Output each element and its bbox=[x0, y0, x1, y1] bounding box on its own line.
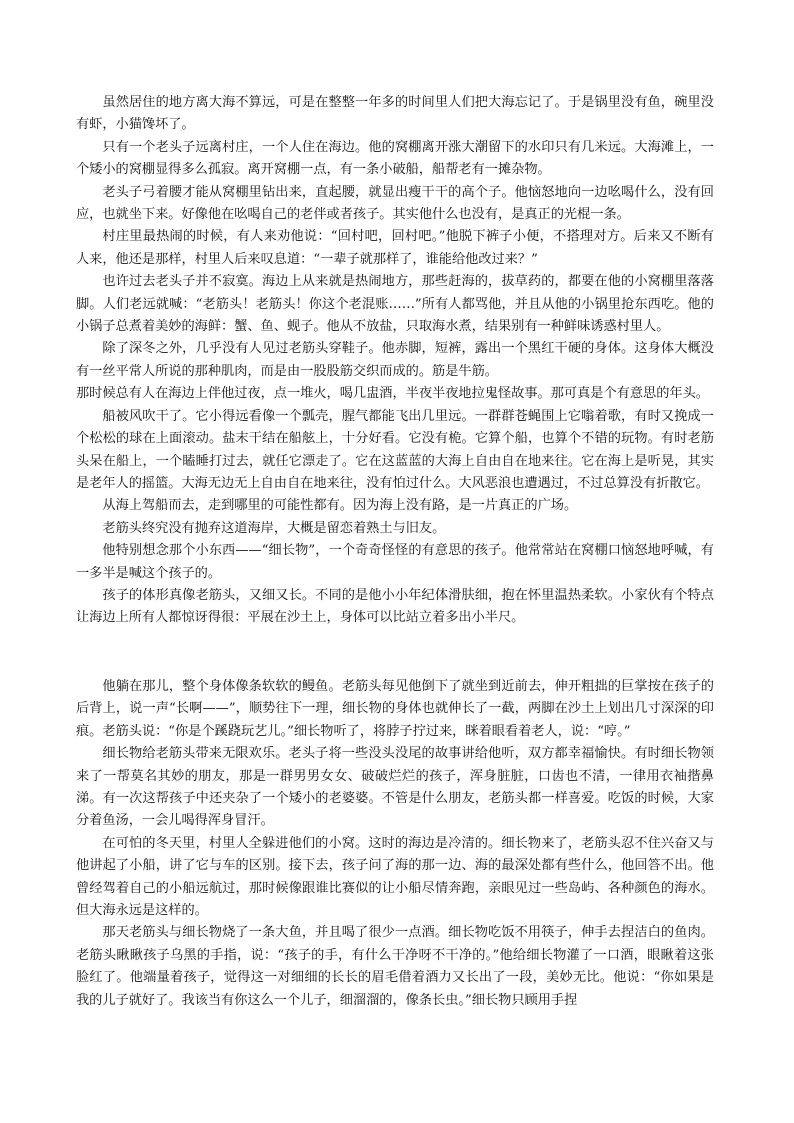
paragraph: 老头子弓着腰才能从窝棚里钻出来，直起腰，就显出瘦干干的高个子。他恼怒地向一边吆喝什么，没有回应，也就坐下来。好像他在吆喝自己的老伴或者孩子。其实他什么也没有，是真正的光棍一条。 bbox=[76, 184, 714, 223]
paragraph: 那时候总有人在海边上伴他过夜，点一堆火，喝几盅酒，半夜半夜地拉鬼怪故事。那可真是个有意思的年头。 bbox=[76, 386, 709, 402]
story-section-1 bbox=[76, 92, 714, 630]
paragraph: 从海上驾船而去，走到哪里的可能性都有。因为海上没有路，是一片真正的广场。 bbox=[102, 498, 578, 514]
paragraph: 他躺在那儿，整个身体像条软软的鳗鱼。老筋头每见他倒下了就坐到近前去，伸开粗拙的巨掌按在孩子的后背上，说一声“长啊——”，顺势往下一理，细长物的身体也就伸长了一截，两脚在沙土上划出几寸深深的印痕。老筋头说：“你是个蹊跷玩艺儿。”细长物听了，将脖子拧过来，眯着眼看着老人，说：“哼。” bbox=[76, 679, 714, 739]
paragraph: 只有一个老头子远离村庄，一个人住在海边。他的窝棚离开涨大潮留下的水印只有几米远。大海滩上，一个矮小的窝棚显得多么孤寂。离开窝棚一点，有一条小破船，船帮老有一摊杂物。 bbox=[76, 139, 714, 178]
paragraph: 细长物给老筋头带来无限欢乐。老头子将一些没头没尾的故事讲给他听，双方都幸福愉快。有时细长物领来了一帮莫名其妙的朋友，那是一群男男女女、破破烂烂的孩子，浑身脏脏，口齿也不清，一律用衣袖揩鼻涕。有一次这帮孩子中还夹杂了一个矮小的老婆婆。不管是什么朋友，老筋头都一样喜爱。吃饭的时候，大家分着鱼汤，一会儿喝得浑身冒汗。 bbox=[76, 746, 714, 829]
paragraph: 村庄里最热闹的时候，有人来劝他说：“回村吧，回村吧。”他脱下裤子小便，不搭理对方。后来又不断有人来，他还是那样，村里人后来叹息道：“一辈子就那样了，谁能给他改过来？” bbox=[76, 229, 714, 267]
paragraph: 孩子的体形真像老筋头，又细又长。不同的是他小小年纪体滑肤细，抱在怀里温热柔软。小家伙有个特点让海边上所有人都惊讶得很：平展在沙土上，身体可以比站立着多出小半尺。 bbox=[76, 587, 714, 626]
paragraph: 除了深冬之外，几乎没有人见过老筋头穿鞋子。他赤脚，短裤，露出一个黑红干硬的身体。这身体大概没有一丝平常人所说的那种肌肉，而是由一股股筋交织而成的。筋是牛筋。 bbox=[76, 341, 714, 379]
story-section-2 bbox=[76, 676, 714, 1012]
paragraph: 也许过去老头子并不寂寞。海边上从来就是热闹地方，那些赶海的，拔草药的，都要在他的小窝棚里落落脚。人们老远就喊：“老筋头！老筋头！你这个老混账……”所有人都骂他，并且从他的小锅里抢东西吃。他的小锅子总煮着美妙的海鲜：蟹、鱼、蚬子。他从不放盐，只取海水煮，结果别有一种鲜味诱惑村里人。 bbox=[76, 274, 714, 335]
paragraph: 他特别想念那个小东西——“细长物”，一个奇奇怪怪的有意思的孩子。他常常站在窝棚口恼怒地呼喊，有一多半是喊这个孩子的。 bbox=[76, 543, 714, 581]
paragraph: 在可怕的冬天里，村里人全躲进他们的小窝。这时的海边是冷清的。细长物来了，老筋头忍不住兴奋又与他讲起了小船，讲了它与车的区别。接下去，孩子问了海的那一边、海的最深处都有些什么，他回答不出。他曾经驾着自己的小船远航过，那时候像跟谁比赛似的让小船尽情奔跑，亲眼见过一些岛屿、各种颜色的海水。但大海永远是这样的。 bbox=[76, 835, 714, 919]
paragraph: 船被风吹干了。它小得远看像一个瓢壳，腥气都能飞出几里远。一群群苍蝇围上它嗡着歌，有时又挽成一个松松的球在上面滚动。盐末干结在船舷上，十分好看。它没有桅。它算个船，也算个不错的玩物。有时老筋头呆在船上，一个瞌睡打过去，就任它漂走了。它在这蓝蓝的大海上自由自在地来往。它在海上是听晃，其实是老年人的摇篮。大海无边无上自由自在地来往，没有怕过什么。大风恶浪也遭遇过，不过总算没有折散它。 bbox=[76, 408, 714, 491]
paragraph: 虽然居住的地方离大海不算远，可是在整整一年多的时间里人们把大海忘记了。于是锅里没有鱼，碗里没有虾，小猫馋坏了。 bbox=[76, 95, 714, 133]
paragraph: 老筋头终究没有抛弃这道海岸，大概是留恋着熟土与旧友。 bbox=[102, 520, 446, 536]
paragraph: 那天老筋头与细长物烧了一条大鱼，并且喝了很少一点酒。细长物吃饭不用筷子，伸手去捏洁白的鱼肉。老筋头瞅瞅孩子乌黑的手指，说：“孩子的手，有什么干净呀不干净的。”他给细长物灌了一口酒，眼瞅着这张脸红了。他端量着孩子，觉得这一对细细的长长的眉毛借着酒力又长出了一段，美妙无比。他说：“你如果是我的儿子就好了。我该当有你这么一个儿子，细溜溜的，像条长虫。”细长物只顾用手捏 bbox=[76, 925, 714, 1008]
